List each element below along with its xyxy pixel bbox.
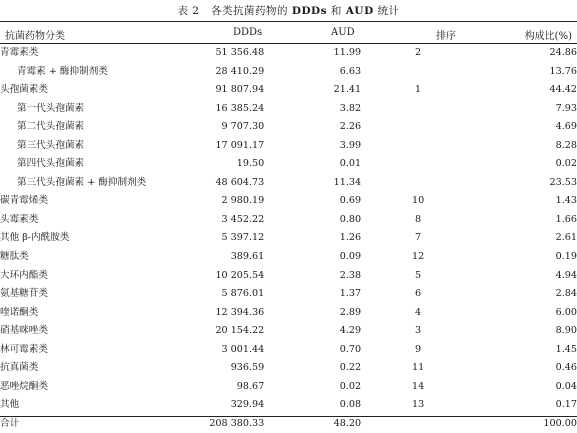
ratio-cell: 6.00 [555, 306, 577, 318]
aud-cell: 6.63 [339, 65, 362, 77]
ddds-cell: 9 707.30 [221, 121, 265, 133]
ddds-cell: 20 154.22 [215, 325, 265, 337]
ratio-cell: 13.76 [549, 65, 577, 77]
ratio-cell: 24.86 [549, 47, 577, 58]
data-table [0, 44, 577, 433]
ratio-cell: 0.46 [555, 362, 577, 374]
category-cell: 第二代头孢菌素 [17, 121, 85, 133]
ddds-cell: 2 980.19 [221, 195, 265, 207]
ratio-cell: 8.90 [555, 325, 577, 337]
aud-cell: 0.69 [339, 195, 362, 207]
table-caption [0, 3, 577, 18]
ddds-cell: 17 091.17 [215, 139, 265, 151]
rank-cell [361, 100, 475, 119]
aud-cell: 0.01 [339, 158, 362, 170]
category-cell: 头孢菌素类 [0, 84, 48, 96]
bottom-rule [0, 416, 577, 417]
header-category: 抗菌药物分类 [5, 31, 65, 42]
category-cell: 大环内酯类 [0, 269, 48, 281]
rank-cell: 1 [415, 84, 422, 96]
table-body [0, 44, 577, 433]
rank-cell [361, 415, 475, 433]
ratio-cell: 0.04 [555, 380, 577, 392]
aud-cell: 0.08 [339, 399, 362, 411]
aud-cell: 3.99 [339, 139, 362, 151]
ddds-cell: 91 807.94 [215, 84, 265, 96]
ddds-cell: 5 876.01 [221, 288, 265, 300]
rank-cell [361, 137, 475, 156]
rank-cell: 8 [415, 213, 422, 225]
table-row [0, 267, 577, 286]
caption-mid: 和 [330, 5, 342, 17]
rank-cell: 7 [415, 232, 422, 244]
aud-cell: 0.22 [339, 362, 362, 374]
rank-cell: 11 [411, 362, 425, 374]
table-row [0, 341, 577, 360]
aud-cell: 3.82 [339, 102, 362, 114]
table-row [0, 100, 577, 119]
table-row [0, 248, 577, 267]
ratio-cell: 7.93 [555, 102, 577, 114]
ddds-cell: 16 385.24 [215, 102, 265, 114]
category-cell: 合计 [0, 417, 20, 429]
ddds-cell: 48 604.73 [215, 176, 265, 188]
header-ddds: DDDs [233, 27, 263, 38]
rank-cell: 10 [411, 195, 425, 207]
ddds-cell: 3 001.44 [221, 343, 265, 355]
ratio-cell: 4.94 [555, 269, 577, 281]
ratio-cell: 1.45 [555, 343, 577, 355]
ratio-cell: 0.19 [555, 251, 577, 263]
ddds-cell: 12 394.36 [215, 306, 265, 318]
rank-cell: 4 [415, 306, 422, 318]
table-row [0, 285, 577, 304]
aud-cell: 48.20 [333, 417, 362, 429]
aud-cell: 0.09 [339, 251, 362, 263]
header-ratio: 构成比(%) [524, 31, 572, 42]
table-row [0, 118, 577, 137]
category-cell: 硝基咪唑类 [0, 325, 48, 337]
category-cell: 其他 [0, 399, 20, 411]
category-cell: 林可霉素类 [0, 343, 48, 355]
caption-ddds: DDDs [291, 5, 328, 17]
category-cell: 恶唑烷酮类 [0, 380, 48, 392]
ddds-cell: 936.59 [230, 362, 265, 374]
category-cell: 青霉素 + 酶抑制剂类 [17, 65, 108, 77]
aud-cell: 11.99 [333, 47, 362, 58]
ddds-cell: 5 397.12 [221, 232, 265, 244]
category-cell: 其他 β-内酰胺类 [0, 232, 70, 244]
table-row [0, 44, 577, 63]
table-row [0, 137, 577, 156]
category-cell: 头霉素类 [0, 213, 39, 225]
ratio-cell: 8.28 [555, 139, 577, 151]
ddds-cell: 19.50 [236, 158, 265, 170]
rank-cell: 3 [415, 325, 422, 337]
rank-cell [361, 174, 475, 193]
table-row [0, 378, 577, 397]
aud-cell: 1.37 [339, 288, 362, 300]
ddds-cell: 329.94 [230, 399, 265, 411]
category-cell: 糖肽类 [0, 251, 29, 263]
caption-text-before: 各类抗菌药物的 [211, 5, 288, 17]
header-rank: 排序 [436, 31, 456, 42]
category-cell: 碳青霉烯类 [0, 195, 48, 207]
rank-cell [361, 118, 475, 137]
table-row [0, 229, 577, 248]
rank-cell: 12 [411, 251, 425, 263]
table-row [0, 304, 577, 323]
ratio-cell: 100.00 [543, 417, 577, 429]
ratio-cell: 1.43 [555, 195, 577, 207]
category-cell: 氨基糖苷类 [0, 288, 48, 300]
rank-cell: 6 [415, 288, 422, 300]
ddds-cell: 389.61 [230, 251, 265, 263]
rank-cell: 9 [415, 343, 422, 355]
table-row [0, 81, 577, 100]
ratio-cell: 0.17 [555, 399, 577, 411]
rank-cell [361, 63, 475, 82]
rank-cell: 2 [415, 47, 422, 58]
rank-cell: 14 [411, 380, 425, 392]
rank-cell: 13 [411, 399, 425, 411]
table-row [0, 359, 577, 378]
aud-cell: 2.89 [339, 306, 362, 318]
table-row [0, 415, 577, 433]
table-header [0, 22, 577, 43]
category-cell: 抗真菌类 [0, 362, 39, 374]
table-row [0, 322, 577, 341]
ratio-cell: 0.02 [555, 158, 577, 170]
aud-cell: 1.26 [339, 232, 362, 244]
ddds-cell: 208 380.33 [209, 417, 265, 429]
aud-cell: 4.29 [339, 325, 362, 337]
ratio-cell: 2.61 [555, 232, 577, 244]
caption-text-after: 统计 [377, 5, 400, 17]
category-cell: 喹诺酮类 [0, 306, 39, 318]
table-row [0, 63, 577, 82]
aud-cell: 21.41 [333, 84, 362, 96]
aud-cell: 0.02 [339, 380, 362, 392]
category-cell: 第三代头孢菌素 + 酶抑制剂类 [17, 176, 147, 188]
aud-cell: 2.38 [339, 269, 362, 281]
ddds-cell: 3 452.22 [221, 213, 265, 225]
ratio-cell: 44.42 [549, 84, 577, 96]
ratio-cell: 1.66 [555, 213, 577, 225]
category-cell: 青霉素类 [0, 47, 39, 58]
table-row [0, 396, 577, 415]
rank-cell [361, 155, 475, 174]
table-row [0, 192, 577, 211]
ratio-cell: 2.84 [555, 288, 577, 300]
caption-label: 表 2 [177, 5, 200, 17]
table-row [0, 211, 577, 230]
ddds-cell: 10 205.54 [215, 269, 265, 281]
caption-aud: AUD [345, 5, 374, 17]
category-cell: 第四代头孢菌素 [17, 158, 85, 170]
ddds-cell: 28 410.29 [215, 65, 265, 77]
header-aud: AUD [331, 27, 355, 38]
ratio-cell: 4.69 [555, 121, 577, 133]
aud-cell: 0.70 [339, 343, 362, 355]
aud-cell: 0.80 [339, 213, 362, 225]
category-cell: 第一代头孢菌素 [17, 102, 85, 114]
table-row [0, 155, 577, 174]
category-cell: 第三代头孢菌素 [17, 139, 85, 151]
table-row [0, 174, 577, 193]
aud-cell: 11.34 [333, 176, 362, 188]
rank-cell: 5 [415, 269, 422, 281]
ddds-cell: 51 356.48 [215, 47, 265, 58]
ddds-cell: 98.67 [236, 380, 265, 392]
ratio-cell: 23.53 [549, 176, 577, 188]
aud-cell: 2.26 [339, 121, 362, 133]
